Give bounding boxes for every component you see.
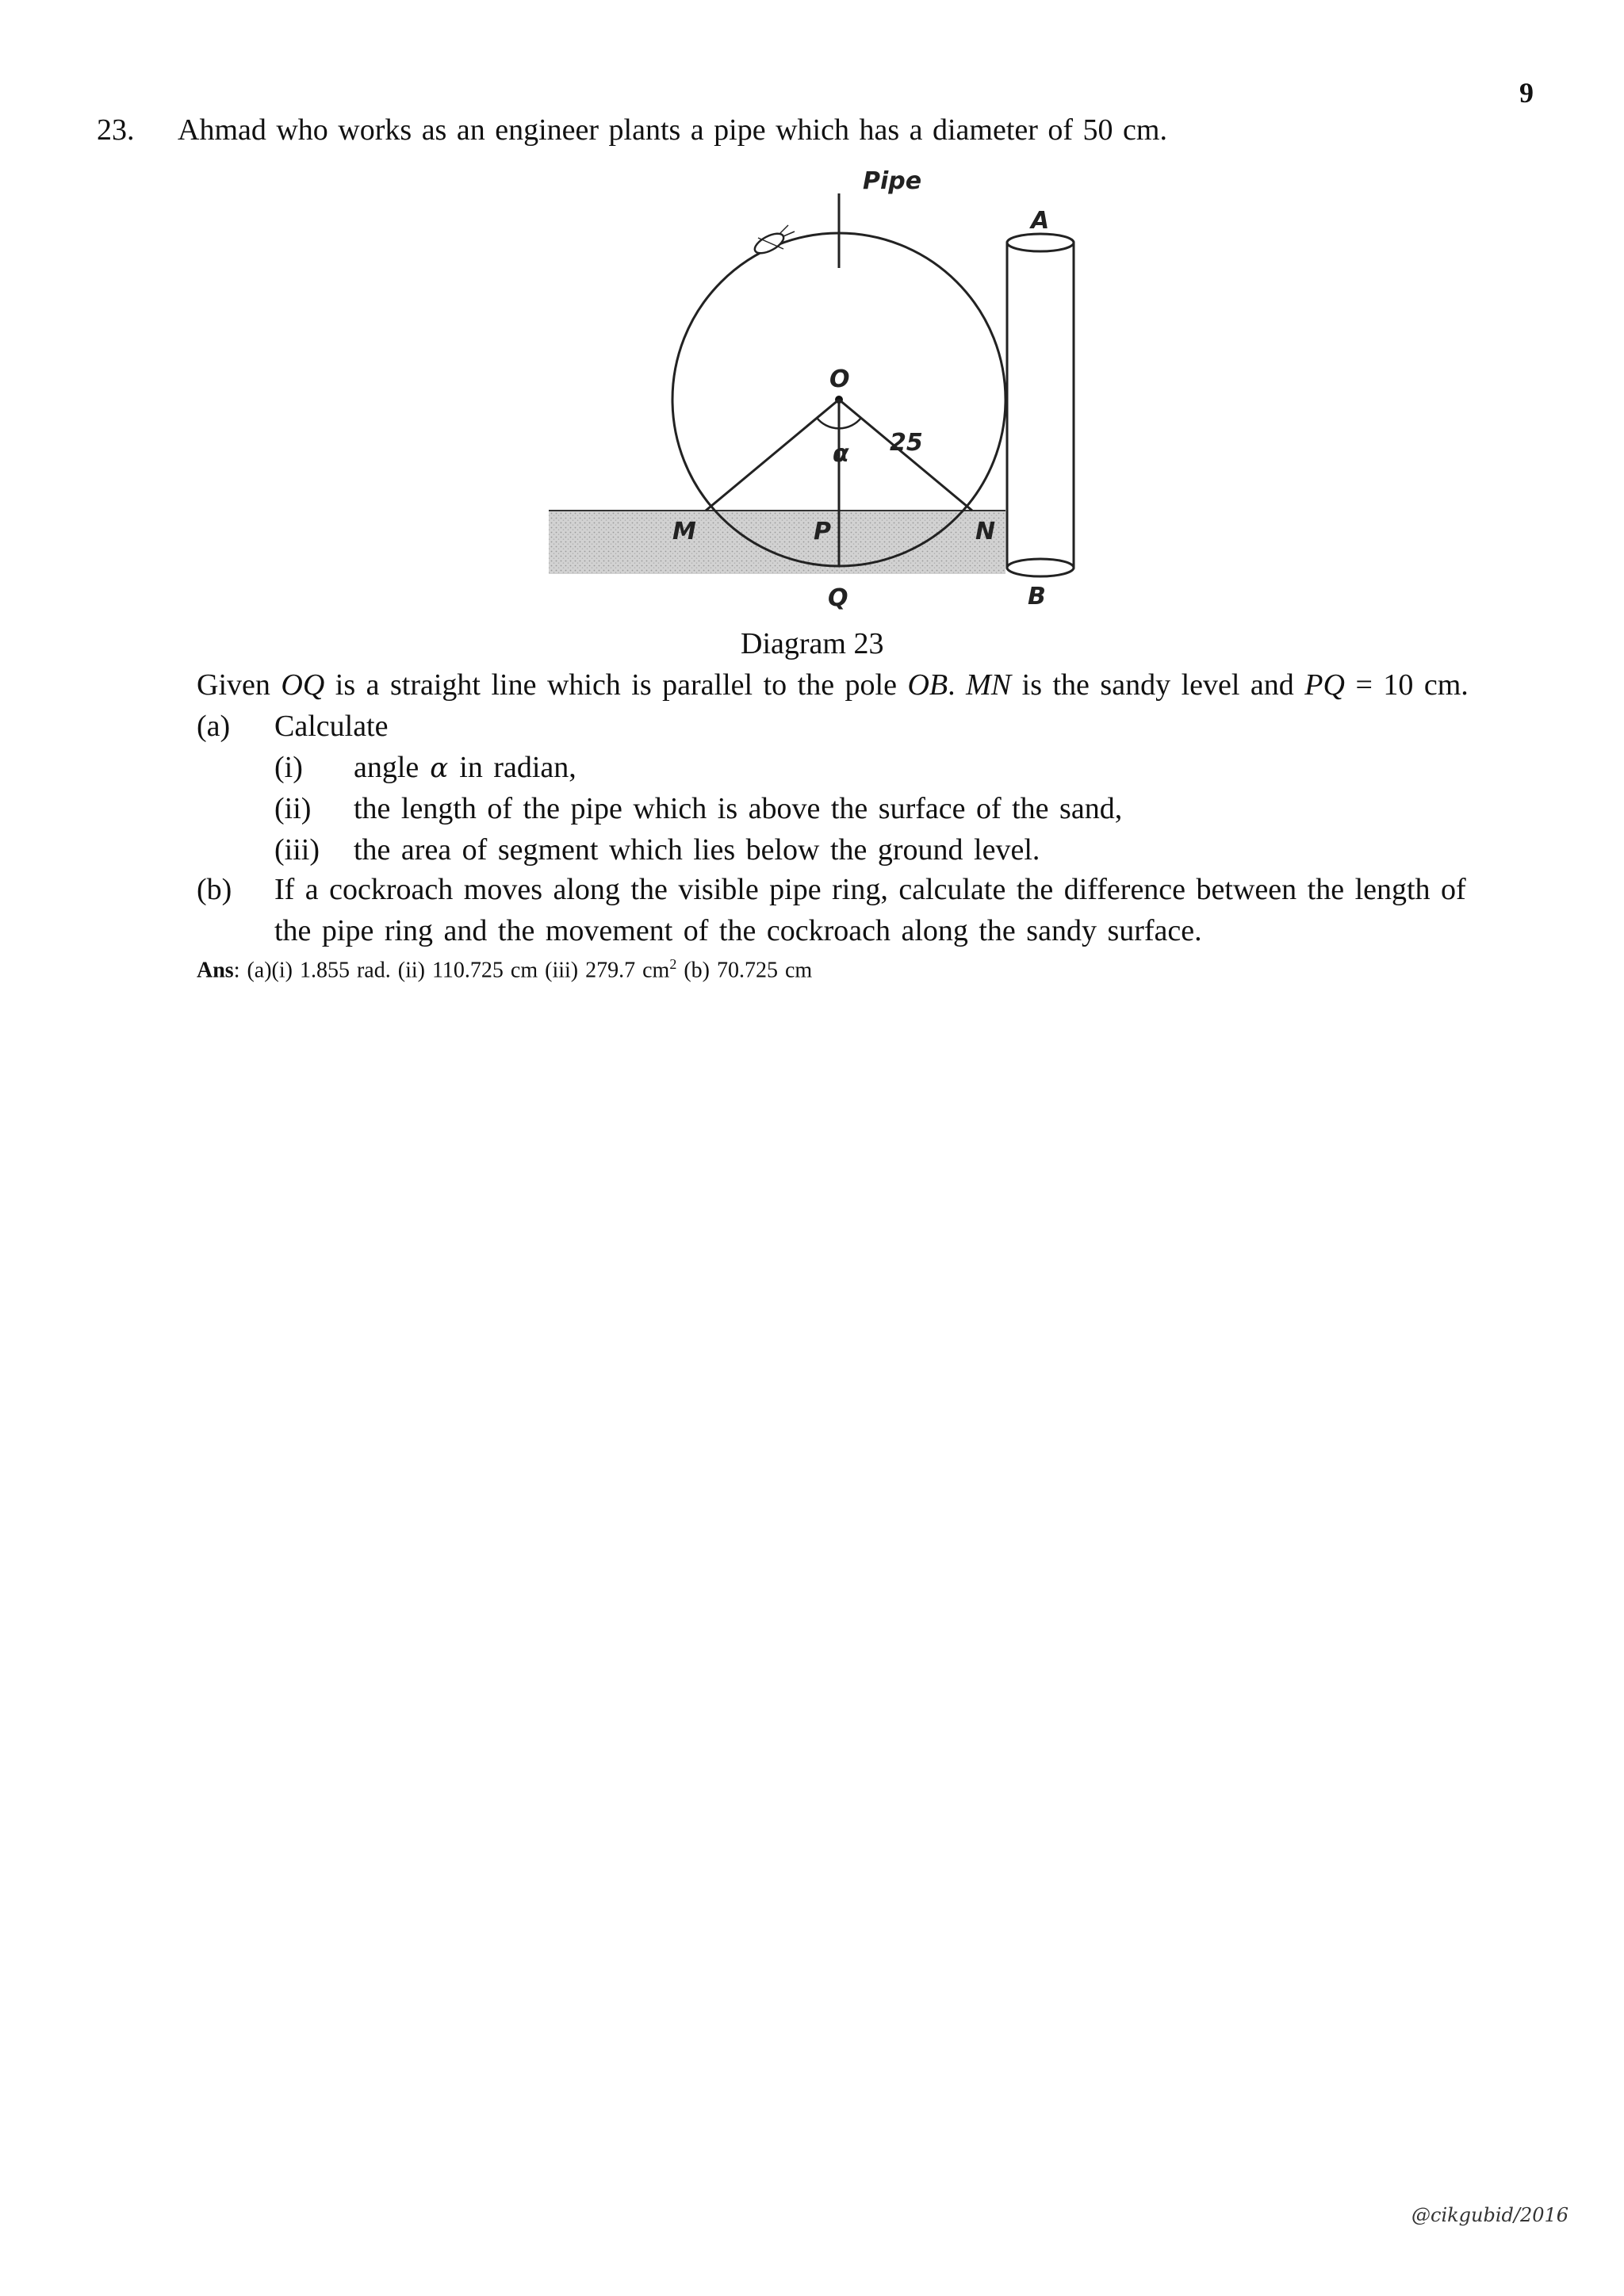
given-pq: PQ — [1304, 668, 1345, 702]
label-alpha: α — [833, 440, 849, 468]
label-a: A — [1031, 207, 1050, 235]
part-a-i-text-pre: angle — [354, 751, 419, 784]
given-mn: MN — [966, 668, 1012, 702]
answer-text-pre: : (a)(i) 1.855 rad. (ii) 110.725 cm (iii) 279.7 cm — [233, 958, 670, 983]
answer-text-post: (b) 70.725 cm — [676, 958, 813, 983]
part-a-ii-text: the length of the pipe which is above the surface of the sand, — [354, 792, 1123, 825]
diagram-caption: Diagram 23 — [741, 627, 884, 660]
question-stem: Ahmad who works as an engineer plants a pipe which has a diameter of 50 cm. — [178, 113, 1167, 147]
footer-credit: @cikgubid/2016 — [1411, 2204, 1569, 2226]
given-text-1: Given — [197, 668, 282, 702]
label-n: N — [975, 518, 996, 545]
question-number: 23. — [97, 113, 135, 147]
pole-top — [1007, 234, 1074, 251]
part-a-iii-text: the area of segment which lies below the ground level. — [354, 833, 1040, 867]
alpha-symbol: α — [430, 752, 449, 784]
part-a-label: (a) — [197, 710, 231, 743]
given-statement — [197, 668, 1545, 702]
label-o: O — [829, 365, 850, 393]
pole-body — [1007, 243, 1074, 568]
diagram-svg — [546, 155, 1085, 623]
answer-superscript: 2 — [669, 956, 677, 972]
part-a-i-text-post: in radian, — [459, 751, 576, 784]
answer-label: Ans — [197, 958, 234, 983]
pole-bottom — [1007, 559, 1074, 576]
given-text-4: is the sandy level and — [1011, 668, 1305, 702]
part-a-i-text — [354, 750, 576, 785]
part-a-i-label: (i) — [274, 751, 303, 784]
label-p: P — [814, 518, 831, 545]
part-b-label: (b) — [197, 873, 232, 906]
given-text-5: = 10 cm. — [1344, 668, 1469, 702]
label-radius-25: 25 — [890, 429, 923, 457]
part-b-text-line2: the pipe ring and the movement of the cockroach along the sandy surface. — [274, 914, 1202, 947]
given-oq: OQ — [281, 668, 325, 702]
label-b: B — [1028, 583, 1046, 610]
given-text-3: . — [948, 668, 967, 702]
label-q: Q — [828, 584, 848, 612]
given-text-2: is a straight line which is parallel to the pole — [324, 668, 908, 702]
radius-om — [706, 400, 839, 511]
part-a-ii-label: (ii) — [274, 792, 312, 825]
part-a-text: Calculate — [274, 710, 389, 743]
part-a-iii-label: (iii) — [274, 833, 320, 867]
page-number: 9 — [1519, 77, 1534, 109]
given-ob: OB — [907, 668, 948, 702]
diagram-23 — [546, 155, 1085, 623]
part-b-text-line1: If a cockroach moves along the visible pipe ring, calculate the difference between the length of — [274, 873, 1466, 906]
sand-surface — [549, 511, 1005, 574]
label-pipe: Pipe — [863, 167, 922, 195]
answer-key — [197, 956, 812, 983]
label-m: M — [672, 518, 696, 545]
